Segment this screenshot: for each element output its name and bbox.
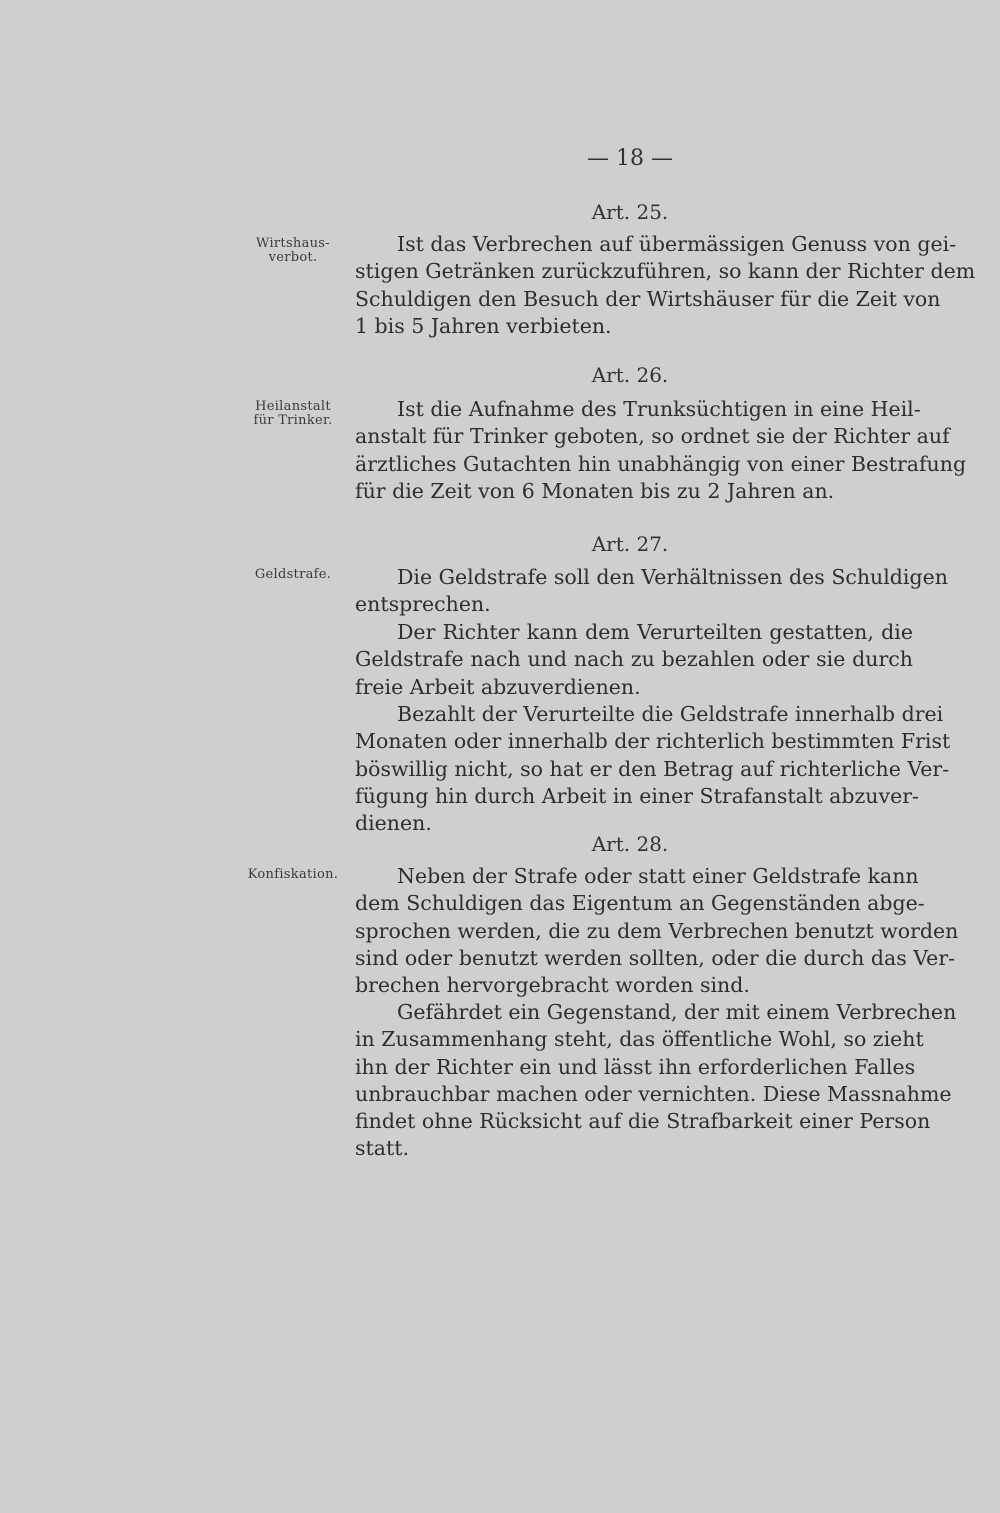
text-line: dem Schuldigen das Eigentum an Gegenständen abge-: [355, 891, 925, 916]
article-heading-27: Art. 27.: [591, 532, 669, 556]
text-line: dienen.: [355, 811, 432, 836]
text-line: Ist das Verbrechen auf übermässigen Genuss von gei-: [397, 232, 957, 256]
text-line: 1 bis 5 Jahren verbieten.: [355, 313, 612, 338]
margin-note-line: Konfiskation.: [247, 867, 339, 882]
article-27-paragraph-1: [355, 564, 948, 619]
text-line: Die Geldstrafe soll den Verhältnissen des Schuldigen: [397, 565, 948, 589]
text-line: Neben der Strafe oder statt einer Geldstrafe kann: [397, 864, 919, 888]
text-line: sprochen werden, die zu dem Verbrechen benutzt worden: [355, 918, 959, 943]
article-27-paragraph-3: [355, 701, 951, 837]
text-line: unbrauchbar machen oder vernichten. Diese Massnahme: [355, 1081, 952, 1106]
text-line: Geldstrafe nach und nach zu bezahlen oder sie durch: [355, 647, 913, 672]
margin-note-konfiskation: [234, 868, 352, 882]
text-line: Ist die Aufnahme des Trunksüchtigen in eine Heil-: [397, 397, 921, 421]
text-line: für die Zeit von 6 Monaten bis zu 2 Jahren an.: [355, 478, 835, 503]
text-line: Bezahlt der Verurteilte die Geldstrafe innerhalb drei: [397, 702, 944, 726]
text-line: in Zusammenhang steht, das öffentliche Wohl, so zieht: [355, 1027, 924, 1052]
text-line: sind oder benutzt werden sollten, oder die durch das Ver-: [355, 945, 956, 970]
text-line: Monaten oder innerhalb der richterlich bestimmten Frist: [355, 729, 951, 754]
article-heading-25: Art. 25.: [591, 200, 669, 224]
text-line: böswillig nicht, so hat er den Betrag auf richterliche Ver-: [355, 756, 950, 781]
text-line: ihn der Richter ein und lässt ihn erforderlichen Falles: [355, 1054, 916, 1079]
margin-note-line: verbot.: [268, 250, 318, 265]
text-line: brechen hervorgebracht worden sind.: [355, 973, 750, 998]
text-line: anstalt für Trinker geboten, so ordnet sie der Richter auf: [355, 424, 950, 449]
article-28-paragraph-2: [355, 999, 957, 1163]
article-heading-26: Art. 26.: [591, 363, 669, 387]
margin-note-heilanstalt: [234, 400, 352, 428]
page-number: — 18 —: [587, 146, 673, 171]
margin-note-line: für Trinker.: [253, 413, 333, 428]
text-line: Der Richter kann dem Verurteilten gestatten, die: [397, 620, 913, 644]
text-line: ärztliches Gutachten hin unabhängig von einer Bestrafung: [355, 451, 967, 476]
margin-note-line: Geldstrafe.: [254, 567, 332, 582]
margin-note-line: Heilanstalt: [255, 399, 331, 414]
article-heading-28: Art. 28.: [591, 832, 669, 856]
text-line: Gefährdet ein Gegenstand, der mit einem Verbrechen: [397, 1000, 957, 1024]
text-line: fügung hin durch Arbeit in einer Strafanstalt abzuver-: [355, 783, 919, 808]
text-line: statt.: [355, 1136, 409, 1161]
article-25-paragraph: [355, 231, 976, 340]
article-27-paragraph-2: [355, 619, 913, 701]
margin-note-wirtshausverbot: [234, 237, 352, 265]
article-28-paragraph-1: [355, 863, 959, 999]
text-line: stigen Getränken zurückzuführen, so kann der Richter dem: [355, 259, 976, 284]
margin-note-geldstrafe: [234, 568, 352, 582]
article-26-paragraph: [355, 396, 967, 505]
text-line: freie Arbeit abzuverdienen.: [355, 674, 641, 699]
margin-note-line: Wirtshaus-: [256, 236, 330, 251]
text-line: entsprechen.: [355, 592, 491, 617]
text-line: Schuldigen den Besuch der Wirtshäuser für die Zeit von: [355, 286, 941, 311]
text-line: findet ohne Rücksicht auf die Strafbarkeit einer Person: [355, 1109, 931, 1134]
